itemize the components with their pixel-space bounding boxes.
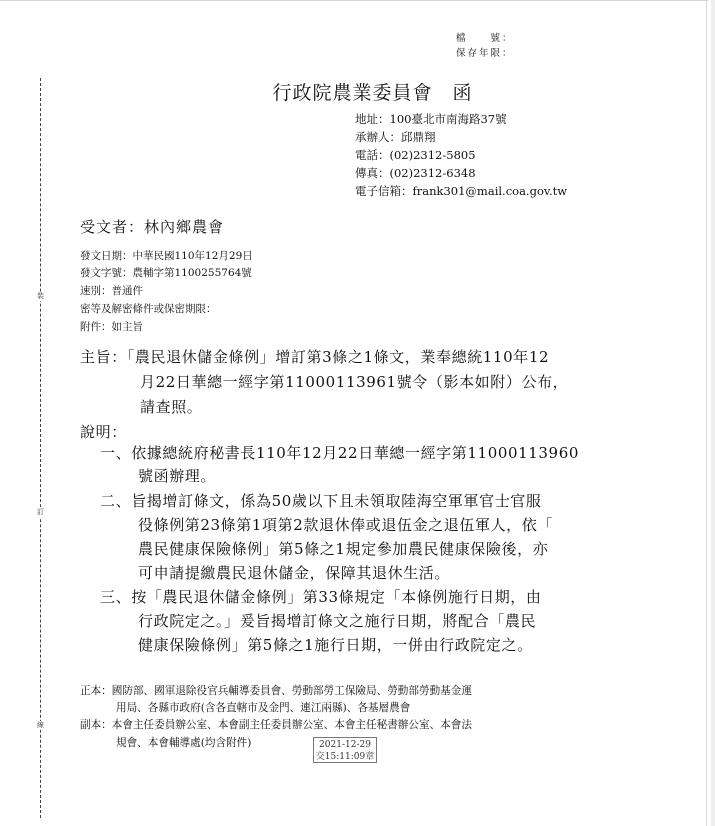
stamp-time: 交15:11:09章 (315, 752, 375, 762)
main-recipients-line-2: 用局、各縣市政府(含各直轄市及金門、連江兩縣)、各基層農會 (116, 702, 411, 714)
subject-line-1: 主旨：「農民退休儲金條例」增訂第3條之1條文，業奉總統110年12 (80, 348, 550, 366)
issue-date: 發文日期：中華民國110年12月29日 (80, 250, 253, 262)
issue-attachment: 附件：如主旨 (80, 321, 143, 333)
explanation-item-3-line-3: 健康保險條例」第5條之1施行日期，一併由行政院定之。 (138, 636, 533, 654)
issue-speed: 速別：普通件 (80, 285, 143, 297)
explanation-item-3-line-1: 三、按「農民退休儲金條例」第33條規定「本條例施行日期，由 (100, 588, 542, 606)
stamp-date: 2021-12-29 (319, 740, 371, 750)
explanation-item-1-line-2: 號函辦理。 (138, 467, 217, 485)
page-right-border (706, 0, 707, 826)
document-title: 行政院農業委員會 函 (272, 82, 473, 104)
explanation-heading: 說明： (80, 423, 127, 441)
archive-file-number: 檔 號： (456, 33, 514, 44)
subject-line-2: 月22日華總一經字第11000113961號令（影本如附）公布， (140, 373, 569, 391)
issue-number: 發文字號：農輔字第1100255764號 (80, 267, 252, 279)
issue-secrecy: 密等及解密條件或保密期限： (80, 303, 217, 315)
binding-mark-line: 線 (37, 721, 44, 729)
copy-recipients-line-1: 副本：本會主任委員辦公室、本會副主任委員辦公室、本會主任秘書辦公室、本會法 (80, 719, 472, 731)
binding-mark-staple: 訂 (37, 508, 44, 516)
explanation-item-2-line-1: 二、旨揭增訂條文，係為50歲以下且未領取陸海空軍軍官士官服 (100, 492, 542, 510)
explanation-item-3-line-2: 行政院定之。」爰旨揭增訂條文之施行日期，將配合「農民 (138, 612, 537, 630)
receipt-stamp (313, 737, 377, 763)
subject-line-3: 請查照。 (140, 398, 203, 416)
binding-mark-bind: 裝 (37, 292, 44, 300)
archive-retention: 保存年限： (456, 48, 514, 59)
page-top-border (0, 0, 708, 1)
explanation-item-2-line-3: 農民健康保險條例」第5條之1規定參加農民健康保險後，亦 (138, 540, 549, 558)
contact-phone: 電話：(02)2312-5805 (355, 148, 476, 162)
recipient: 受文者：林內鄉農會 (80, 218, 225, 236)
contact-fax: 傳真：(02)2312-6348 (355, 166, 476, 180)
contact-handler: 承辦人：邱鼎翔 (355, 130, 436, 144)
explanation-item-1-line-1: 一、依據總統府秘書長110年12月22日華總一經字第11000113960 (100, 444, 579, 462)
contact-address: 地址：100臺北市南海路37號 (355, 112, 507, 126)
explanation-item-2-line-2: 役條例第23條第1項第2款退休俸或退伍金之退伍軍人，依「 (138, 516, 553, 534)
binding-line (40, 78, 41, 818)
copy-recipients-line-2: 規會、本會輔導處(均含附件) (116, 737, 252, 749)
main-recipients-line-1: 正本：國防部、國軍退除役官兵輔導委員會、勞動部勞工保險局、勞動部勞動基金運 (80, 685, 472, 697)
page-right-margin (711, 0, 715, 826)
explanation-item-2-line-4: 可申請提繳農民退休儲金，保障其退休生活。 (138, 564, 451, 582)
contact-email: 電子信箱：frank301@mail.coa.gov.tw (355, 184, 568, 198)
